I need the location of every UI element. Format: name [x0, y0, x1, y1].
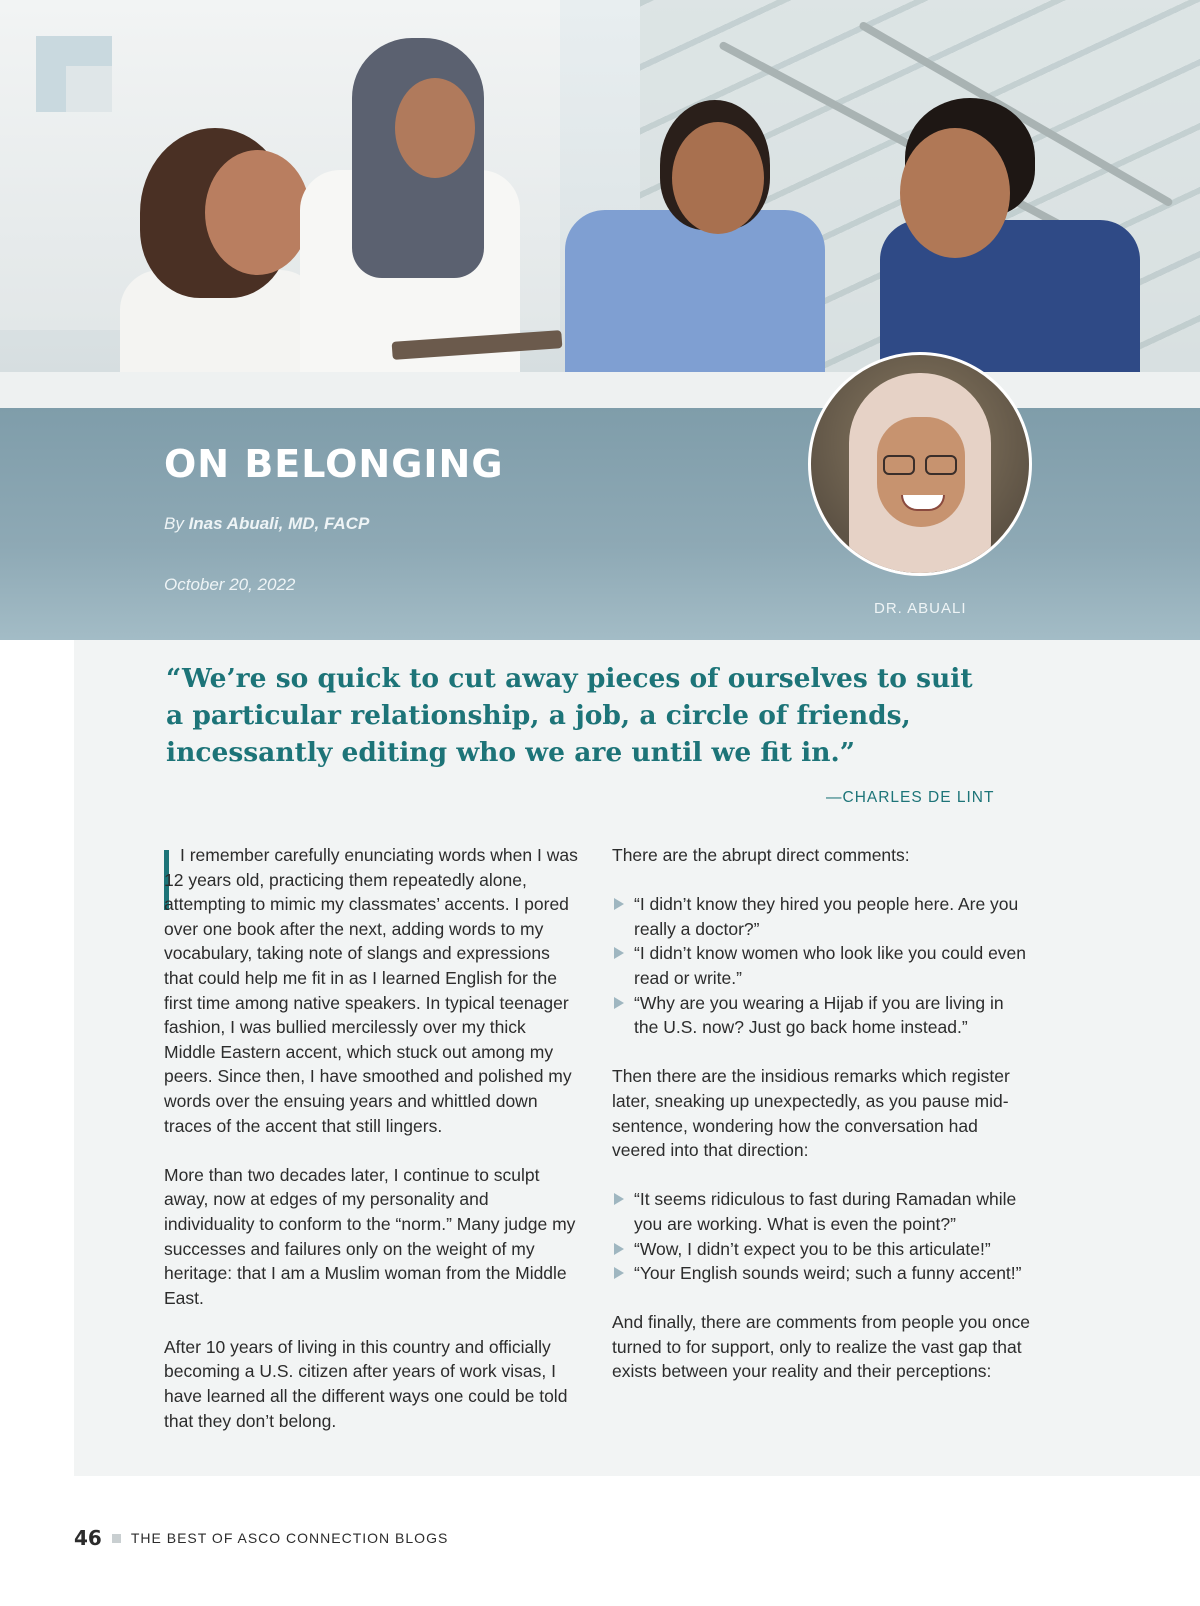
pull-quote: “We’re so quick to cut away pieces of ourselves to suit a particular relationship, a job, a circle of friends, incessantly editing who we are until we fit in.”	[166, 663, 973, 768]
article-column-right	[612, 843, 1032, 1409]
list-item	[612, 991, 1032, 1040]
portrait-caption: DR. ABUALI	[874, 600, 967, 617]
bullet-triangle-icon	[614, 1243, 624, 1255]
glasses-icon	[925, 455, 957, 475]
list-item-text: “I didn’t know they hired you people here. Are you really a doctor?”	[634, 894, 1019, 939]
page-number: 46	[74, 1526, 102, 1550]
decorative-corner-mark	[36, 36, 112, 112]
publication-name: THE BEST OF ASCO CONNECTION BLOGS	[130, 1530, 449, 1546]
bullet-triangle-icon	[614, 1193, 624, 1205]
bullet-triangle-icon	[614, 898, 624, 910]
list-item-text: “Why are you wearing a Hijab if you are living in the U.S. now? Just go back home instead.”	[634, 992, 1004, 1038]
author-portrait	[808, 352, 1032, 576]
list-item-text: “Your English sounds weird; such a funny accent!”	[634, 1263, 1022, 1284]
list-item	[612, 1187, 1032, 1236]
paragraph: Then there are the insidious remarks which register later, sneaking up unexpectedly, as you pause mid-sentence, wondering how the conversation had veered into that direction:	[612, 1066, 1010, 1161]
paragraph: I remember carefully enunciating words when I was 12 years old, practicing them repeatedly alone, attempting to mimic my classmates’ accents. I pored over one book after the next, adding words to my vocabulary, taking note of slangs and expressions that could help me fit in as I learned English for the first time among native speakers. In typical teenager fashion, I was bullied mercilessly over my thick Middle Eastern accent, which stuck out among my peers. Since then, I have smoothed and polished my words over the ensuing years and whittled down traces of the accent that still lingers.	[164, 845, 578, 1136]
bullet-triangle-icon	[614, 1267, 624, 1279]
page-footer	[74, 1526, 448, 1550]
quote-attribution: —CHARLES DE LINT	[826, 789, 995, 806]
comment-list-insidious	[612, 1187, 1032, 1285]
hero-table	[0, 372, 1200, 410]
publish-date: October 20, 2022	[164, 575, 296, 594]
paragraph: There are the abrupt direct comments:	[612, 845, 910, 865]
paragraph: After 10 years of living in this country and officially becoming a U.S. citizen after years of work visas, I have learned all the different ways one could be told that they don’t belong.	[164, 1336, 568, 1431]
list-item	[612, 941, 1032, 990]
article-title: ON BELONGING	[164, 442, 504, 486]
list-item	[612, 1237, 1032, 1262]
list-item	[612, 1261, 1032, 1286]
article-column-left	[164, 843, 578, 1458]
hero-photo	[0, 0, 1200, 410]
author-name: Inas Abuali, MD, FACP	[188, 514, 370, 533]
list-item-text: “I didn’t know women who look like you could even read or write.”	[634, 943, 1027, 988]
paragraph: More than two decades later, I continue to sculpt away, now at edges of my personality and individuality to conform to the “norm.” Many judge my successes and failures only on the weight of my heritage: that I am a Muslim woman from the Middle East.	[164, 1164, 576, 1308]
footer-square-icon	[112, 1534, 121, 1543]
bullet-triangle-icon	[614, 997, 624, 1009]
paragraph: And finally, there are comments from people you once turned to for support, only to realize the vast gap that exists between your reality and their perceptions:	[612, 1312, 1030, 1382]
comment-list-direct	[612, 892, 1032, 1040]
list-item-text: “Wow, I didn’t expect you to be this articulate!”	[634, 1238, 991, 1259]
glasses-icon	[883, 455, 915, 475]
byline-prefix: By	[164, 514, 184, 533]
list-item	[612, 892, 1032, 941]
bullet-triangle-icon	[614, 947, 624, 959]
byline	[164, 514, 369, 534]
list-item-text: “It seems ridiculous to fast during Ramadan while you are working. What is even the point?”	[634, 1189, 1017, 1234]
